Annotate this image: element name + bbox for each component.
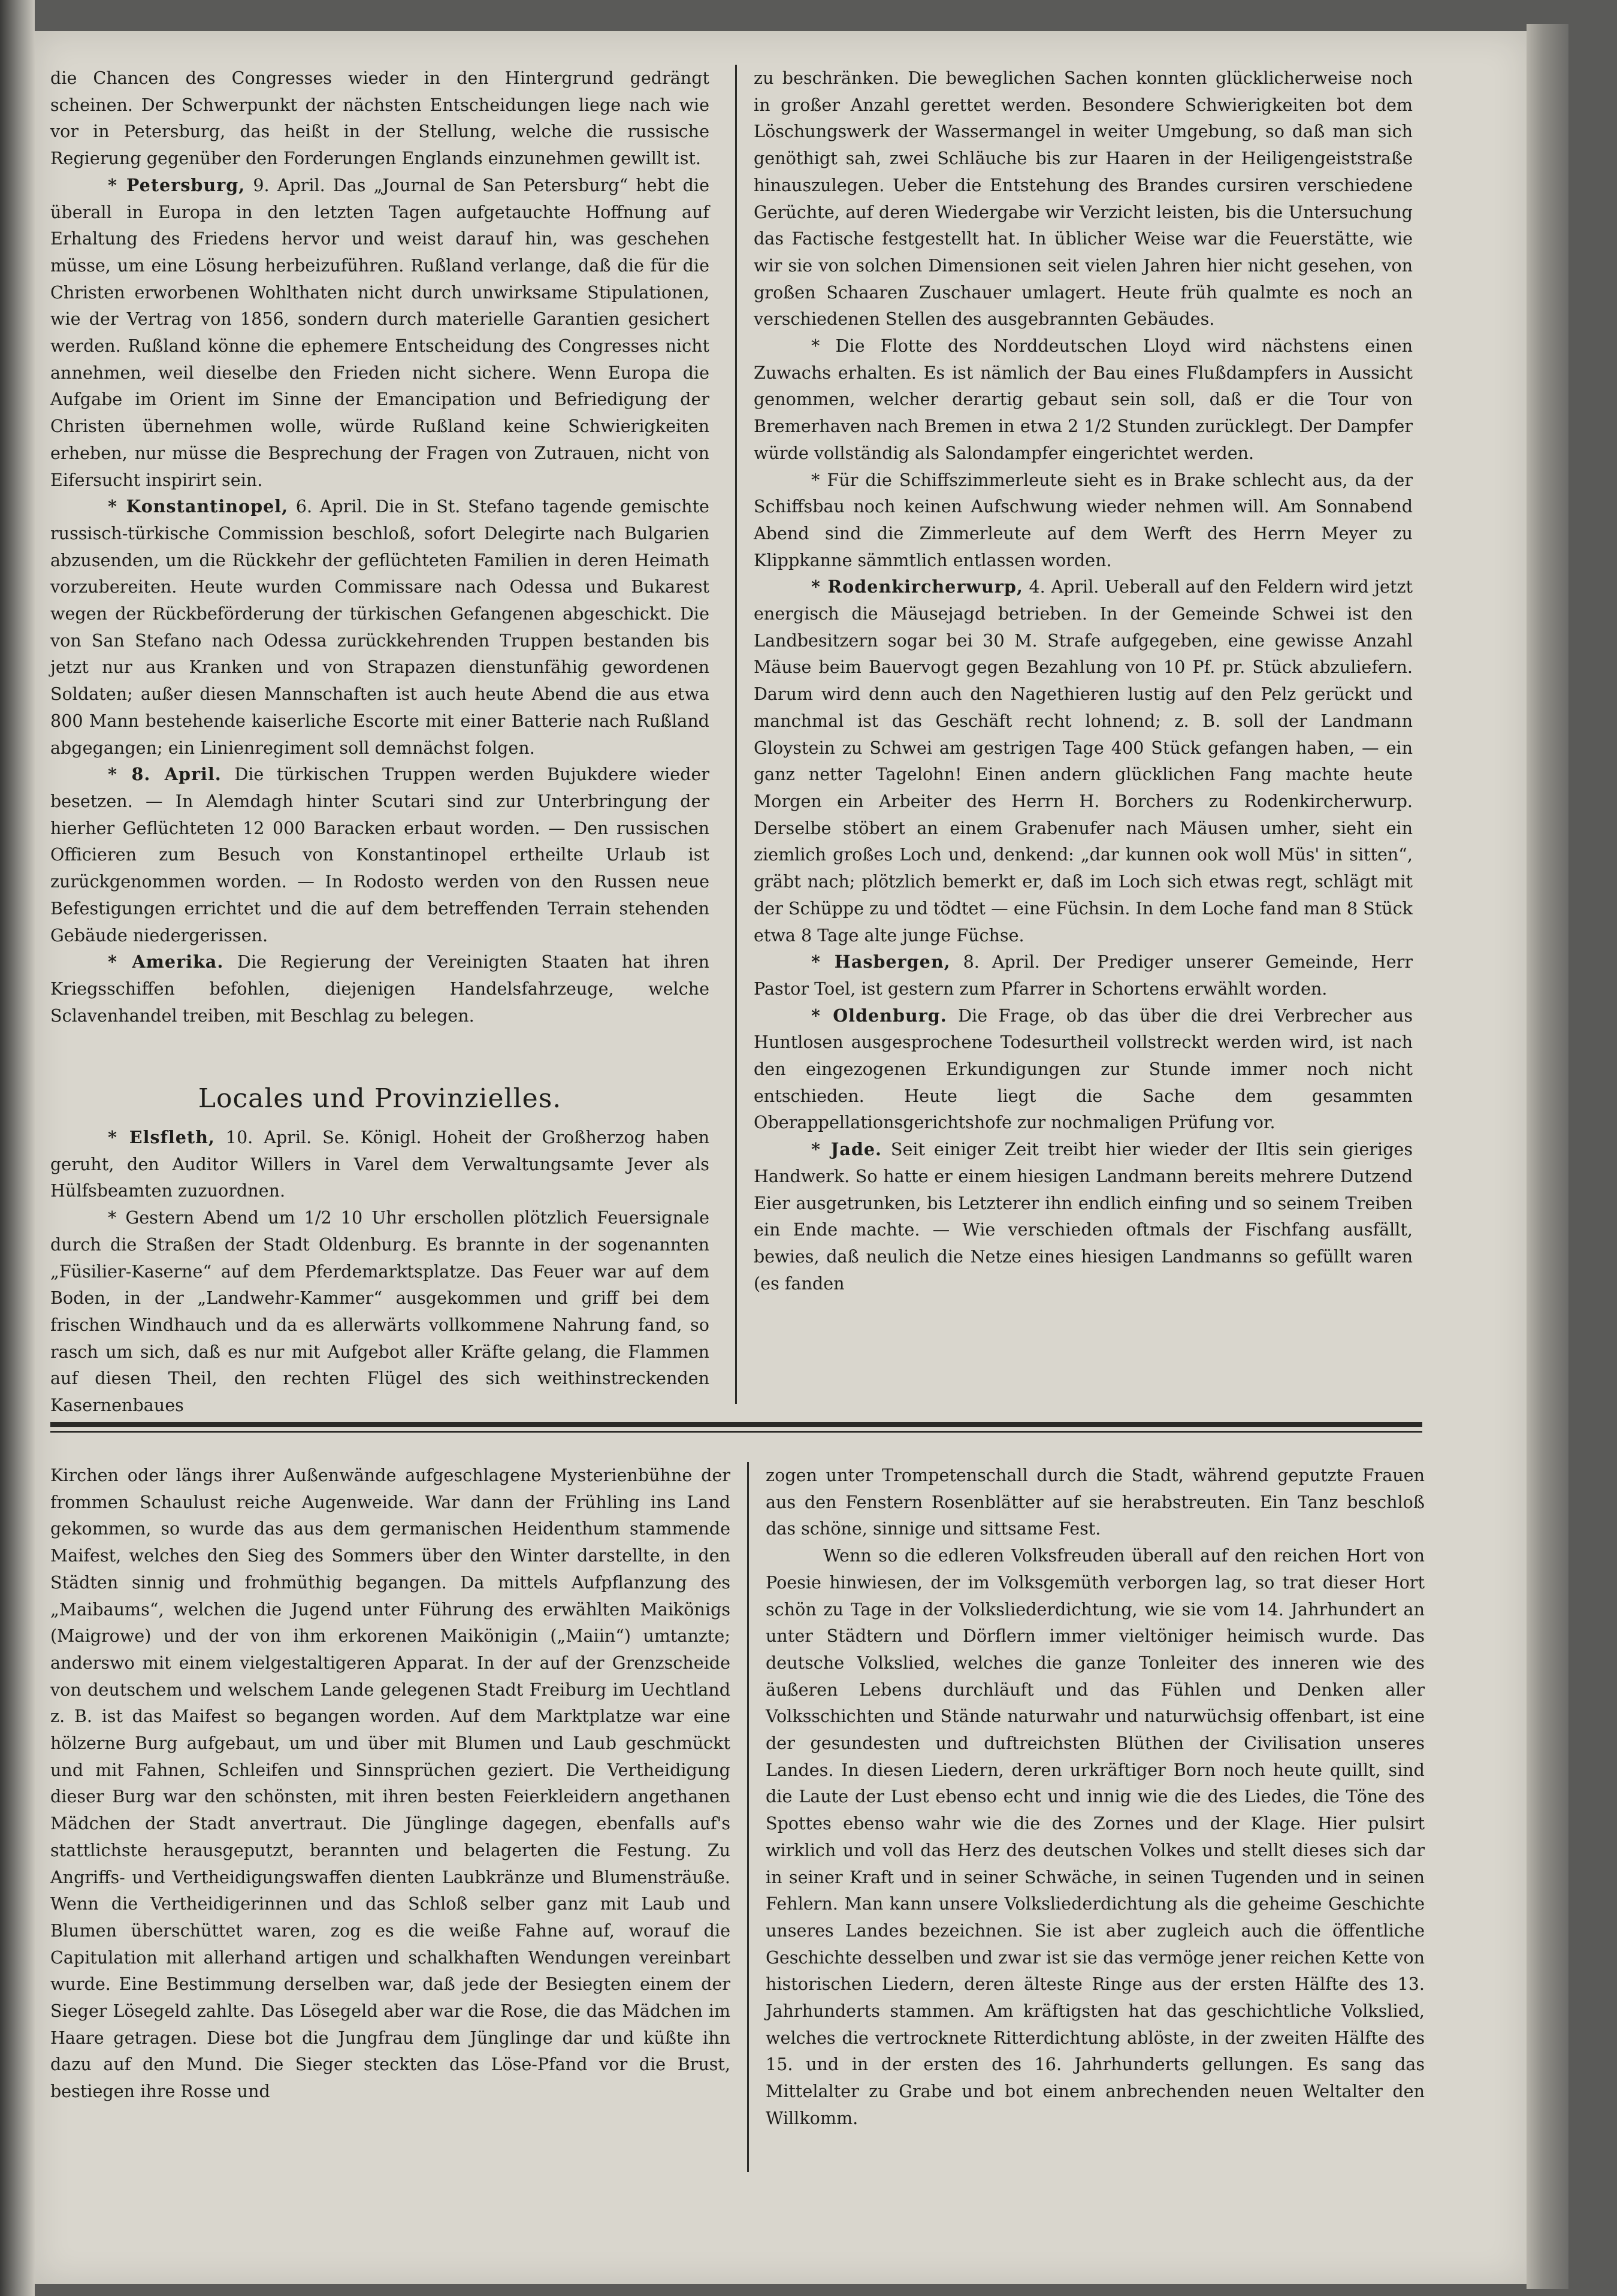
dateline: * Konstantinopel, (108, 496, 289, 517)
paragraph (754, 333, 1413, 467)
section-heading: Locales und Provinzielles. (198, 1083, 562, 1114)
paragraph (754, 1002, 1413, 1137)
feuilleton-column-left (50, 1462, 730, 2105)
paragraph-text: Seit einiger Zeit treibt hier wieder der Iltis sein gieriges Handwerk. So hatte er einem hiesigen Landmann bereits mehrere Dutzend Eier ausgetrunken, bis Letzterer ihn endlich einfing und so seinem Treiben ein Ende machte. — Wie verschieden oftmals der Fischfang ausfällt, bewies, daß neulich die Netze eines hiesigen Landmanns so gefüllt waren (es fanden (754, 1139, 1413, 1294)
paragraph (754, 1136, 1413, 1297)
paragraph-text: * Die Flotte des Norddeutschen Lloyd wird nächstens einen Zuwachs erhalten. Es ist nämlich der Bau eines Flußdampfers in Aussicht genommen, welcher derartig gebaut sein soll, daß er die Tour von Bremerhaven nach Bremen in etwa 2 1/2 Stunden zurücklegt. Der Dampfer würde vollständig als Salondampfer eingerichtet werden. (754, 336, 1413, 463)
dateline: * Oldenburg. (811, 1005, 947, 1026)
paragraph-text: Die Frage, ob das über die drei Verbrecher aus Huntlosen ausgesprochene Todesurtheil vollstreckt werden wird, ist nach den eingezogenen Erkundigungen zur Stunde immer noch nicht entschieden. Heute liegt die Sache dem gesammten Oberappellationsgerichtshofe zur nochmaligen Prüfung vor. (754, 1005, 1413, 1133)
feuilleton-separator-thin (50, 1431, 1422, 1433)
scan-right-margin (1527, 24, 1568, 2289)
paragraph (50, 1462, 730, 2105)
paragraph (50, 948, 709, 1029)
paragraph-text: * Für die Schiffszimmerleute sieht es in Brake schlecht aus, da der Schiffsbau noch keinen Aufschwung wieder nehmen will. Am Sonnabend Abend sind die Zimmerleute auf dem Werft des Herrn Meyer zu Klippkanne sämmtlich entlassen worden. (754, 469, 1413, 570)
paragraph (50, 65, 709, 172)
column-top-left (50, 65, 709, 1029)
column-top-right (754, 65, 1413, 1297)
dateline: * Petersburg, (108, 174, 246, 195)
paragraph-text: Die Regierung der Vereinigten Staaten hat ihren Kriegsschiffen befohlen, diejenigen Handelsfahrzeuge, welche Sclavenhandel treiben, mit Beschlag zu belegen. (50, 951, 710, 1026)
paragraph-text: 10. April. Se. Königl. Hoheit der Großherzog haben geruht, den Auditor Willers in Varel dem Verwaltungsamte Jever als Hülfsbeamten zuzuordnen. (50, 1127, 709, 1201)
column-locales (50, 1124, 709, 1419)
paragraph-text: 4. April. Ueberall auf den Feldern wird jetzt energisch die Mäusejagd betrieben. In der Gemeinde Schwei ist den Landbesitzern sogar bei 30 M. Strafe aufgegeben, eine gewisse Anzahl Mäuse beim Bauervogt gegen Bezahlung von 10 Pf. pr. Stück abzuliefern. Darum wird denn auch den Nagethieren lustig auf den Pelz gerückt und manchmal ist das Geschäft recht lohnend; z. B. soll der Landmann Gloystein zu Schwei am gestrigen Tage 400 Stück gefangen haben, — ein ganz netter Tagelohn! Einen andern glücklichen Fang machte heute Morgen ein Arbeiter des Herrn H. Borchers zu Rodenkircherwurp. Derselbe stöbert an einem Grabenufer nach Mäusen umher, sieht ein ziemlich großes Loch und, denkend: „dar kunnen ook woll Müs' in sitten“, gräbt nach; plötzlich bemerkt er, daß im Loch sich etwas regt, schlägt mit der Schüppe zu und tödtet — eine Füchsin. In dem Loche fand man 8 Stück etwa 8 Tage alte junge Füchse. (754, 576, 1413, 945)
dateline: * Elsfleth, (108, 1127, 215, 1147)
dateline: * Rodenkircherwurp, (811, 576, 1023, 597)
paragraph (766, 1462, 1425, 1542)
paragraph (50, 493, 709, 761)
paragraph (754, 948, 1413, 1002)
paragraph-text: zogen unter Trompetenschall durch die Stadt, während geputzte Frauen aus den Fenstern Rosenblätter auf sie herabstreuten. Ein Tanz beschloß das schöne, sinnige und sittsame Fest. (766, 1465, 1425, 1539)
paragraph-text: * Gestern Abend um 1/2 10 Uhr erschollen plötzlich Feuersignale durch die Straßen der Stadt Oldenburg. Es brannte in der sogenannten „Füsilier-Kaserne“ auf dem Pferdemarktsplatze. Das Feuer war auf dem Boden, in der „Landwehr-Kammer“ ausgekommen und griff bei dem frischen Windhauch und da es allerwärts vollkommene Nahrung fand, so rasch um sich, daß es nur mit Aufgebot aller Kräfte gelang, die Flammen auf diesen Theil, den rechten Flügel des sich weithinstreckenden Kasernenbaues (50, 1207, 709, 1416)
paragraph (754, 467, 1413, 574)
dateline: * 8. April. (108, 764, 222, 785)
paragraph (50, 172, 709, 493)
column-divider-bottom (747, 1462, 749, 2172)
paragraph (754, 573, 1413, 948)
paragraph-text: die Chancen des Congresses wieder in den Hintergrund gedrängt scheinen. Der Schwerpunkt der nächsten Entscheidungen liege nach wie vor in Petersburg, das heißt in der Stellung, welche die russische Regierung gegenüber den Forderungen Englands einzunehmen gewillt ist. (50, 68, 709, 169)
paragraph-text: Kirchen oder längs ihrer Außenwände aufgeschlagene Mysterienbühne der frommen Schaulust reiche Augenweide. War dann der Frühling ins Land gekommen, so wurde das aus dem germanischen Heidenthum stammende Maifest, welches den Sieg des Sommers über den Winter darstellte, in den Städten sinnig und frohmüthig begangen. Da mittels Aufpflanzung des „Maibaums“, welchen die Jugend unter Führung des erwählten Maikönigs (Maigrowe) und der von ihm erkorenen Maikönigin („Maiin“) umtanzte; anderswo mit einem vielgestaltigeren Apparat. In der auf der Grenzscheide von deutschem und welschem Lande gelegenen Stadt Freiburg im Uechtland z. B. ist das Maifest so begangen worden. Auf dem Marktplatze war eine hölzerne Burg aufgebaut, um und über mit Blumen und Laub geschmückt und mit Fahnen, Schleifen und Sinnsprüchen geziert. Die Vertheidigung dieser Burg war den schönsten, mit ihren besten Feierkleidern angethanen Mädchen der Stadt anvertraut. Die Jünglinge dagegen, ebenfalls auf's stattlichste herausgeputzt, berannten und belagerten die Festung. Zu Angriffs- und Vertheidigungswaffen dienten Laubkränze und Blumensträuße. Wenn die Vertheidigerinnen und das Schloß selber ganz mit Laub und Blumen überschüttet waren, zog es die weiße Fahne auf, worauf die Capitulation mit allerhand artigen und schalkhaften Wendungen vereinbart wurde. Eine Bestimmung derselben war, daß jede der Besiegten einem der Sieger Lösegeld zahlte. Das Lösegeld aber war die Rose, die das Mädchen im Haare getragen. Diese bot die Jungfrau dem Jünglinge dar und küßte ihn dazu auf den Mund. Die Sieger steckten das Löse-Pfand vor die Brust, bestiegen ihre Rosse und (50, 1465, 730, 2102)
paragraph (754, 65, 1413, 333)
paragraph-text: 8. April. Der Prediger unserer Gemeinde, Herr Pastor Toel, ist gestern zum Pfarrer in Schortens erwählt worden. (754, 951, 1413, 999)
paragraph-text: 9. April. Das „Journal de San Petersburg“ hebt die überall in Europa in den letzten Tagen aufgetauchte Hoffnung auf Erhaltung des Friedens hervor und weist darauf hin, was geschehen müsse, um eine Lösung herbeizuführen. Rußland verlange, daß die für die Christen erworbenen Wohlthaten nicht durch unwirksame Stipulationen, wie der Vertrag von 1856, sondern durch materielle Garantien gesichert werden. Rußland könne die ephemere Entscheidung des Congresses nicht annehmen, weil dieselbe den Frieden nicht sichere. Wenn Europa die Aufgabe im Orient im Sinne der Emancipation und Befriedigung der Christen übernehmen wolle, würde Rußland keine Schwierigkeiten erheben, nur müsse die Besprechung der Fragen von Zutrauen, nicht von Eifersucht inspirirt sein. (50, 174, 709, 490)
dateline: * Jade. (811, 1139, 882, 1160)
paragraph-text: zu beschränken. Die beweglichen Sachen konnten glücklicherweise noch in großer Anzahl gerettet werden. Besondere Schwierigkeiten bot dem Löschungswerk der Wassermangel in weiter Umgebung, so daß man sich genöthigt sah, zwei Schläuche bis zur Haaren in der Heiligengeiststraße hinauszulegen. Ueber die Entstehung des Brandes cursiren verschiedene Gerüchte, auf deren Wiedergabe wir Verzicht leisten, bis die Untersuchung das Factische festgestellt hat. In üblicher Weise war die Feuerstätte, wie wir sie von solchen Dimensionen seit vielen Jahren hier nicht gesehen, von großen Schaaren Zuschauer umlagert. Heute früh qualmte es noch an verschiedenen Stellen des ausgebrannten Gebäudes. (754, 68, 1413, 330)
paragraph-text: Wenn so die edleren Volksfreuden überall auf den reichen Hort von Poesie hinwiesen, der im Volksgemüth verborgen lag, so trat dieser Hort schön zu Tage in der Volksliederdichtung, wie sie vom 14. Jahrhundert an unter Städtern und Dörflern immer vieltöniger heimisch wurde. Das deutsche Volkslied, welches die ganze Tonleiter des inneren wie des äußeren Lebens durchläuft und das Fühlen und Denken aller Volksschichten und Stände naturwahr und naturwüchsig offenbart, ist eine der gesundesten und duftreichsten Blüthen der Civilisation unseres Landes. In diesen Liedern, deren urkräftiger Born noch heute quillt, sind die Laute der Lust ebenso echt und innig wie die des Liedes, die Töne des Spottes ebenso wahr wie die des Zornes und der Klage. Hier pulsirt wirklich und voll das Herz des deutschen Volkes und stellt dieses sich dar in seiner Kraft und in seiner Schwäche, in seinen Tugenden und in seinen Fehlern. Man kann unsere Volksliederdichtung als die geheime Geschichte unseres Landes bezeichnen. Sie ist aber zugleich auch die öffentliche Geschichte desselben und zwar ist sie das vermöge jener reichen Kette von historischen Liedern, deren älteste Ringe aus der ersten Hälfte des 13. Jahrhunderts stammen. Am kräftigsten hat das geschichtliche Volkslied, welches die vertrocknete Ritterdichtung ablöste, in der zweiten Hälfte des 15. und in der ersten des 16. Jahrhunderts gellungen. Es sang das Mittelalter zu Grabe und bot einem anbrechenden neuen Weltalter den Willkomm. (766, 1545, 1425, 2128)
feuilleton-separator-thick (50, 1422, 1422, 1427)
dateline: * Amerika. (108, 951, 224, 972)
scan-left-margin (0, 0, 35, 2296)
feuilleton-column-right (766, 1462, 1425, 2132)
paragraph (766, 1542, 1425, 2131)
column-divider-top (735, 65, 737, 1404)
paragraph (50, 1124, 709, 1204)
paragraph (50, 1204, 709, 1419)
paragraph-text: 6. April. Die in St. Stefano tagende gemischte russisch-türkische Commission beschloß, sofort Delegirte nach Bulgarien abzusenden, um die Rückkehr der geflüchteten Familien in deren Heimath vorzubereiten. Heute wurden Commissare nach Odessa und Bukarest wegen der Rückbeförderung der türkischen Gefangenen abgeschickt. Die von San Stefano nach Odessa zurückkehrenden Truppen bestanden bis jetzt nur aus Kranken und von Strapazen dienstunfähig gewordenen Soldaten; außer diesen Mannschaften ist auch heute Abend die aus etwa 800 Mann bestehende kaiserliche Escorte mit einer Batterie nach Rußland abgegangen; ein Linienregiment soll demnächst folgen. (50, 496, 709, 758)
paragraph (50, 761, 709, 948)
dateline: * Hasbergen, (811, 951, 951, 972)
paragraph-text: Die türkischen Truppen werden Bujukdere wieder besetzen. — In Alemdagh hinter Scutari sind zur Unterbringung der hierher Geflüchteten 12 000 Baracken erbaut worden. — Den russischen Officieren zum Besuch von Konstantinopel ertheilte Urlaub ist zurückgenommen worden. — In Rodosto werden von den Russen neue Befestigungen errichtet und die auf dem betreffenden Terrain stehenden Gebäude niedergerissen. (50, 764, 709, 945)
